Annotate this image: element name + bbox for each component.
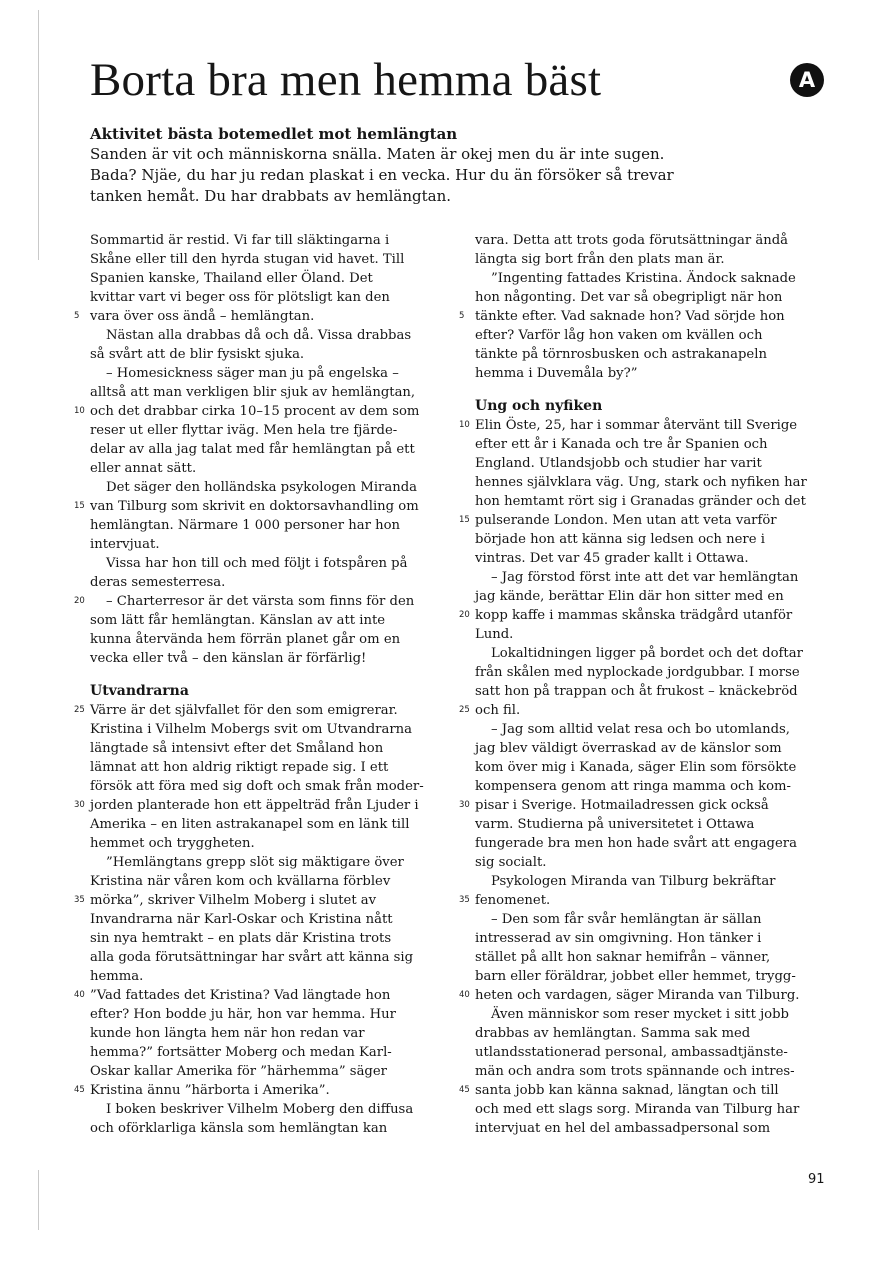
line-text: kunna återvända hem förrän planet går om en xyxy=(90,632,401,647)
line-number: 15 xyxy=(459,515,470,525)
text-line xyxy=(90,440,455,459)
text-line xyxy=(90,288,455,307)
text-line xyxy=(475,549,840,568)
line-text: Psykologen Miranda van Tilburg bekräftar xyxy=(491,874,776,889)
text-line xyxy=(459,307,840,326)
text-line xyxy=(459,891,840,910)
line-text: efter? Varför låg hon vaken om kvällen och xyxy=(475,328,763,343)
line-text: Det säger den holländska psykologen Miranda xyxy=(106,480,418,495)
line-text: och oförklarliga känsla som hemlängtan kan xyxy=(90,1121,388,1136)
line-text: vara över oss ändå – hemlängtan. xyxy=(90,309,315,324)
line-text: längta sig bort från den plats man är. xyxy=(475,252,725,267)
text-line xyxy=(459,416,840,435)
line-text: fenomenet. xyxy=(475,893,551,908)
text-line xyxy=(475,834,840,853)
line-number: 15 xyxy=(74,501,85,511)
text-line xyxy=(459,1081,840,1100)
text-line xyxy=(475,967,840,986)
text-line xyxy=(90,478,455,497)
text-line xyxy=(475,815,840,834)
line-text: delar av alla jag talat med får hemlängtan på ett xyxy=(90,442,415,457)
text-line xyxy=(90,345,455,364)
line-text: och fil. xyxy=(475,703,521,718)
text-line xyxy=(475,929,840,948)
line-text: utlandsstationerad personal, ambassadtjänste- xyxy=(475,1045,788,1060)
section-heading xyxy=(90,682,455,701)
line-text: Kristina ännu ”härborta i Amerika”. xyxy=(90,1083,330,1098)
line-text: efter ett år i Kanada och tre år Spanien och xyxy=(475,437,768,452)
line-text: drabbas av hemlängtan. Samma sak med xyxy=(475,1026,751,1041)
text-line xyxy=(90,1005,455,1024)
line-text: alltså att man verkligen blir sjuk av hemlängtan, xyxy=(90,385,416,400)
text-line xyxy=(90,872,455,891)
text-line xyxy=(475,269,840,288)
line-text: hemma i Duvemåla by?” xyxy=(475,366,638,381)
text-line xyxy=(74,1081,455,1100)
line-text: längtade så intensivt efter det Småland hon xyxy=(90,741,384,756)
line-text: jorden planterade hon ett äppelträd från Ljuder i xyxy=(90,798,419,813)
line-text: jag kände, berättar Elin där hon sitter med en xyxy=(475,589,784,604)
text-line xyxy=(475,682,840,701)
line-text: pulserande London. Men utan att veta varför xyxy=(475,513,777,528)
line-text: pisar i Sverige. Hotmailadressen gick också xyxy=(475,798,769,813)
text-line xyxy=(90,967,455,986)
line-text: Elin Öste, 25, har i sommar återvänt till Sverige xyxy=(475,418,798,433)
text-line xyxy=(74,701,455,720)
line-text: kopp kaffe i mammas skånska trädgård utanför xyxy=(475,608,793,623)
page-title: Borta bra men hemma bäst xyxy=(90,54,602,106)
text-line xyxy=(475,435,840,454)
text-line xyxy=(475,1005,840,1024)
text-line xyxy=(475,1043,840,1062)
line-text: intresserad av sin omgivning. Hon tänker i xyxy=(475,931,762,946)
text-line xyxy=(475,1119,840,1138)
text-line xyxy=(475,853,840,872)
line-text: santa jobb kan känna saknad, längtan och till xyxy=(475,1083,779,1098)
line-number: 45 xyxy=(74,1085,85,1095)
section-badge: A xyxy=(790,63,824,97)
line-text: sin nya hemtrakt – en plats där Kristina trots xyxy=(90,931,392,946)
text-line xyxy=(475,739,840,758)
line-number: 45 xyxy=(459,1085,470,1095)
line-text: sig socialt. xyxy=(475,855,547,870)
line-text: reser ut eller flyttar iväg. Men hela tre fjärde- xyxy=(90,423,398,438)
text-line xyxy=(459,796,840,815)
intro-line: Sanden är vit och människorna snälla. Maten är okej men du är inte sugen. xyxy=(90,145,665,163)
line-text: hennes självklara väg. Ung, stark och nyfiken har xyxy=(475,475,807,490)
text-line xyxy=(475,948,840,967)
text-line xyxy=(459,701,840,720)
line-text: van Tilburg som skrivit en doktorsavhandling om xyxy=(90,499,419,514)
line-text: män och andra som trots spännande och intres- xyxy=(475,1064,795,1079)
text-line xyxy=(90,834,455,853)
text-line xyxy=(90,1024,455,1043)
line-number: 5 xyxy=(74,311,80,321)
text-line xyxy=(475,720,840,739)
line-text: Oskar kallar Amerika för ”härhemma” säger xyxy=(90,1064,387,1079)
text-line xyxy=(475,530,840,549)
text-line xyxy=(90,777,455,796)
text-line xyxy=(475,625,840,644)
heading-text: Utvandrarna xyxy=(90,683,189,699)
text-line xyxy=(90,910,455,929)
text-line xyxy=(74,796,455,815)
line-text: kvittar vart vi beger oss för plötsligt kan den xyxy=(90,290,390,305)
text-line xyxy=(475,1024,840,1043)
text-line xyxy=(475,1062,840,1081)
text-line xyxy=(74,402,455,421)
text-line xyxy=(90,1062,455,1081)
line-text: vecka eller två – den känslan är förfärlig! xyxy=(90,651,367,666)
line-text: intervjuat. xyxy=(90,537,160,552)
line-text: – Den som får svår hemlängtan är sällan xyxy=(491,912,762,927)
text-line xyxy=(90,516,455,535)
line-number: 25 xyxy=(459,705,470,715)
line-text: försök att föra med sig doft och smak från moder- xyxy=(90,779,424,794)
text-line xyxy=(74,592,455,611)
text-line xyxy=(74,497,455,516)
text-line xyxy=(90,364,455,383)
line-text: Lokaltidningen ligger på bordet och det doftar xyxy=(491,646,803,661)
line-text: vara. Detta att trots goda förutsättningar ändå xyxy=(475,233,789,248)
line-text: heten och vardagen, säger Miranda van Tilburg. xyxy=(475,988,800,1003)
line-number: 5 xyxy=(459,311,465,321)
line-text: Invandrarna när Karl-Oskar och Kristina nått xyxy=(90,912,393,927)
intro-heading: Aktivitet bästa botemedlet mot hemlängtan xyxy=(90,125,458,143)
text-line xyxy=(90,231,455,250)
text-line xyxy=(90,1119,455,1138)
line-text: – Jag förstod först inte att det var hemlängtan xyxy=(491,570,799,585)
text-line xyxy=(475,777,840,796)
line-text: Vissa har hon till och med följt i fotspåren på xyxy=(106,556,408,571)
line-text: och med ett slags sorg. Miranda van Tilburg har xyxy=(475,1102,800,1117)
right-text-column xyxy=(459,231,840,1138)
line-text: England. Utlandsjobb och studier har varit xyxy=(475,456,762,471)
text-line xyxy=(475,587,840,606)
line-text: Kristina när våren kom och kvällarna förblev xyxy=(90,874,391,889)
text-line xyxy=(475,364,840,383)
text-line xyxy=(90,535,455,554)
text-line xyxy=(74,891,455,910)
section-heading xyxy=(475,397,840,416)
text-line xyxy=(475,910,840,929)
scan-edge-mark xyxy=(38,1170,39,1230)
line-number: 35 xyxy=(74,895,85,905)
text-line xyxy=(475,288,840,307)
line-text: varm. Studierna på universitetet i Ottawa xyxy=(475,817,755,832)
line-text: deras semesterresa. xyxy=(90,575,226,590)
line-text: och det drabbar cirka 10–15 procent av dem som xyxy=(90,404,420,419)
text-line xyxy=(90,421,455,440)
text-line xyxy=(74,307,455,326)
text-line xyxy=(90,250,455,269)
line-text: hemma?” fortsätter Moberg och medan Karl- xyxy=(90,1045,392,1060)
line-text: hemlängtan. Närmare 1 000 personer har hon xyxy=(90,518,401,533)
text-line xyxy=(90,269,455,288)
intro-line: tanken hemåt. Du har drabbats av hemlängtan. xyxy=(90,187,451,205)
text-line xyxy=(475,231,840,250)
paragraph-gap xyxy=(475,383,840,397)
line-number: 30 xyxy=(459,800,470,810)
line-text: mörka”, skriver Vilhelm Moberg i slutet av xyxy=(90,893,377,908)
left-text-column xyxy=(74,231,455,1138)
text-line xyxy=(475,454,840,473)
line-number: 20 xyxy=(74,596,85,606)
line-text: fungerade bra men hon hade svårt att engagera xyxy=(475,836,797,851)
line-text: kompensera genom att ringa mamma och kom- xyxy=(475,779,791,794)
line-text: eller annat sätt. xyxy=(90,461,197,476)
line-text: hon någonting. Det var så obegripligt när hon xyxy=(475,290,783,305)
text-line xyxy=(90,1043,455,1062)
line-text: Värre är det självfallet för den som emigrerar. xyxy=(90,703,398,718)
scan-edge-mark xyxy=(38,10,39,260)
text-line xyxy=(475,250,840,269)
line-text: Spanien kanske, Thailand eller Öland. Det xyxy=(90,271,373,286)
line-text: satt hon på trappan och åt frukost – knäckebröd xyxy=(475,684,798,699)
line-text: tänkte på törnrosbusken och astrakanapeln xyxy=(475,347,767,362)
line-text: – Jag som alltid velat resa och bo utomlands, xyxy=(491,722,790,737)
line-text: som lätt får hemlängtan. Känslan av att inte xyxy=(90,613,386,628)
text-line xyxy=(475,568,840,587)
text-line xyxy=(90,554,455,573)
text-line xyxy=(459,511,840,530)
text-line xyxy=(90,611,455,630)
text-line xyxy=(90,815,455,834)
line-text: kunde hon längta hem när hon redan var xyxy=(90,1026,365,1041)
text-line xyxy=(90,383,455,402)
line-text: Även människor som reser mycket i sitt jobb xyxy=(491,1007,789,1022)
text-line xyxy=(475,872,840,891)
text-line xyxy=(475,758,840,777)
text-line xyxy=(90,758,455,777)
text-line xyxy=(475,473,840,492)
line-text: kom över mig i Kanada, säger Elin som försökte xyxy=(475,760,797,775)
line-text: ”Ingenting fattades Kristina. Ändock saknade xyxy=(491,271,796,286)
text-line xyxy=(475,492,840,511)
line-text: alla goda förutsättningar har svårt att känna sig xyxy=(90,950,414,965)
heading-text: Ung och nyfiken xyxy=(475,398,603,414)
page-number: 91 xyxy=(808,1172,825,1187)
text-line xyxy=(459,986,840,1005)
line-text: jag blev väldigt överraskad av de känslor som xyxy=(475,741,782,756)
line-text: intervjuat en hel del ambassadpersonal som xyxy=(475,1121,771,1136)
line-text: efter? Hon bodde ju här, hon var hemma. Hur xyxy=(90,1007,396,1022)
text-line xyxy=(74,986,455,1005)
line-text: hemmet och tryggheten. xyxy=(90,836,255,851)
text-line xyxy=(90,853,455,872)
line-number: 40 xyxy=(74,990,85,1000)
line-text: från skålen med nyplockade jordgubbar. I morse xyxy=(475,665,800,680)
line-text: I boken beskriver Vilhelm Moberg den diffusa xyxy=(106,1102,414,1117)
text-line xyxy=(90,573,455,592)
line-number: 20 xyxy=(459,610,470,620)
text-line xyxy=(90,739,455,758)
text-line xyxy=(475,345,840,364)
line-text: stället på allt hon saknar hemifrån – vänner, xyxy=(475,950,771,965)
paragraph-gap xyxy=(90,668,455,682)
line-text: barn eller föräldrar, jobbet eller hemmet, trygg- xyxy=(475,969,796,984)
intro-block xyxy=(90,124,710,207)
line-text: hon hemtamt rört sig i Granadas gränder och det xyxy=(475,494,806,509)
line-number: 35 xyxy=(459,895,470,905)
line-text: Sommartid är restid. Vi far till släktingarna i xyxy=(90,233,390,248)
line-text: ”Vad fattades det Kristina? Vad längtade hon xyxy=(90,988,391,1003)
line-text: Skåne eller till den hyrda stugan vid havet. Till xyxy=(90,252,405,267)
line-text: hemma. xyxy=(90,969,144,984)
text-line xyxy=(90,630,455,649)
text-line xyxy=(90,326,455,345)
line-number: 25 xyxy=(74,705,85,715)
text-line xyxy=(475,663,840,682)
text-line xyxy=(475,1100,840,1119)
text-line xyxy=(90,948,455,967)
text-line xyxy=(90,649,455,668)
line-number: 40 xyxy=(459,990,470,1000)
line-text: – Homesickness säger man ju på engelska – xyxy=(106,366,399,381)
text-line xyxy=(90,1100,455,1119)
line-number: 10 xyxy=(74,406,85,416)
intro-line: Bada? Njäe, du har ju redan plaskat i en vecka. Hur du än försöker så trevar xyxy=(90,166,674,184)
text-line xyxy=(459,606,840,625)
line-text: vintras. Det var 45 grader kallt i Ottawa. xyxy=(475,551,749,566)
line-text: började hon att känna sig ledsen och nere i xyxy=(475,532,765,547)
line-text: Nästan alla drabbas då och då. Vissa drabbas xyxy=(106,328,412,343)
line-number: 10 xyxy=(459,420,470,430)
line-text: – Charterresor är det värsta som finns för den xyxy=(106,594,415,609)
line-text: ”Hemlängtans grepp slöt sig mäktigare över xyxy=(106,855,404,870)
text-line xyxy=(90,459,455,478)
text-line xyxy=(475,644,840,663)
line-text: Lund. xyxy=(475,627,514,642)
text-line xyxy=(90,720,455,739)
line-text: Kristina i Vilhelm Mobergs svit om Utvandrarna xyxy=(90,722,412,737)
line-text: Amerika – en liten astrakanapel som en länk till xyxy=(90,817,410,832)
line-text: tänkte efter. Vad saknade hon? Vad sörjde hon xyxy=(475,309,785,324)
text-line xyxy=(90,929,455,948)
text-line xyxy=(475,326,840,345)
line-text: så svårt att de blir fysiskt sjuka. xyxy=(90,347,305,362)
line-number: 30 xyxy=(74,800,85,810)
line-text: lämnat att hon aldrig riktigt repade sig. I ett xyxy=(90,760,389,775)
